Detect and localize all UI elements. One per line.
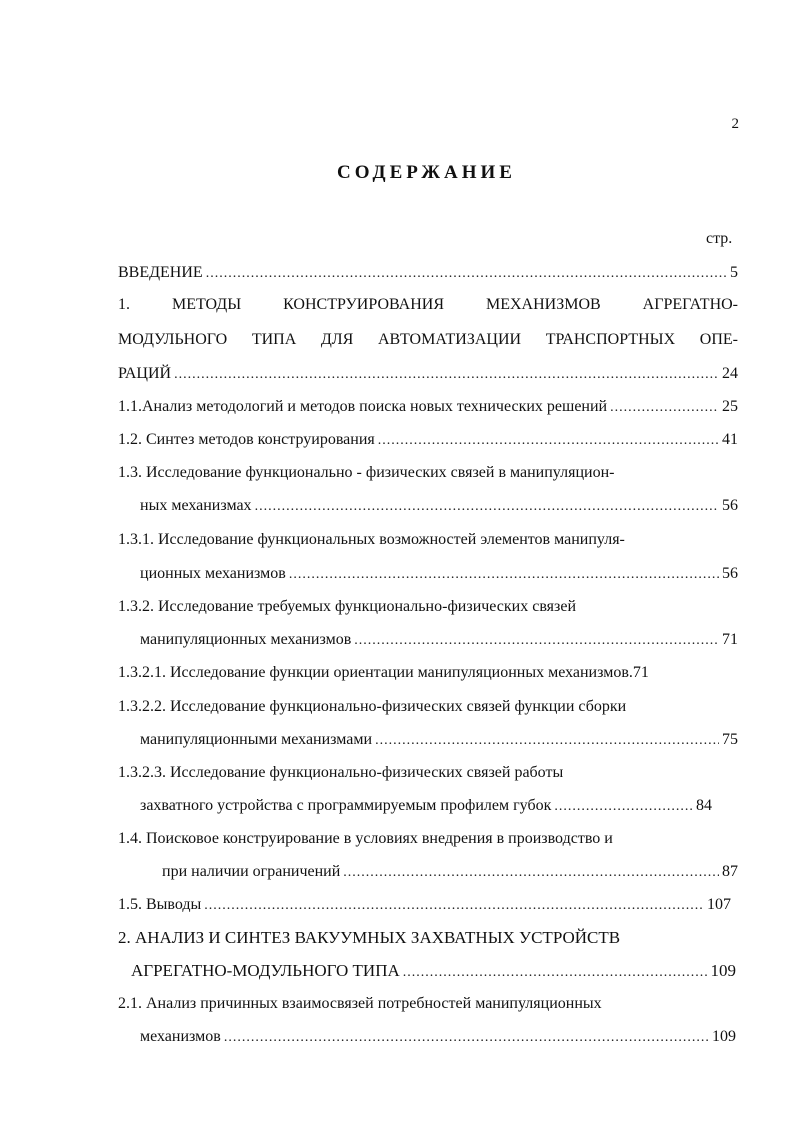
leader-dots — [378, 430, 719, 452]
toc-page: 75 — [722, 731, 738, 748]
toc-entry-1-3-1-line-2[interactable]: ционных механизмов ..... 56 — [140, 563, 738, 586]
toc-entry-1-3-2-2-line-1[interactable]: 1.3.2.2. Исследование функционально-физических связей функции сборки — [118, 698, 627, 715]
toc-page: 71 — [722, 631, 738, 648]
toc-entry-2-1-line-1[interactable]: 2.1. Анализ причинных взаимосвязей потребностей манипуляционных — [118, 995, 602, 1012]
toc-page: 84 — [696, 797, 712, 814]
toc-entry-section-1-line-3[interactable]: РАЦИЙ ..... 24 — [118, 363, 738, 386]
page-number: 2 — [731, 116, 739, 132]
toc-page: 107 — [707, 896, 731, 913]
toc-page: 109 — [712, 1028, 736, 1045]
toc-entry-1-3-1-line-1[interactable]: 1.3.1. Исследование функциональных возможностей элементов манипуля- — [118, 531, 625, 548]
leader-dots — [403, 962, 708, 984]
leader-dots — [289, 564, 719, 586]
toc-entry-1-3-line-1[interactable]: 1.3. Исследование функционально - физических связей в манипуляцион- — [118, 464, 615, 481]
leader-dots — [554, 796, 693, 818]
leader-dots — [343, 862, 719, 884]
toc-entry-1-4-line-2[interactable]: при наличии ограничений ..... 87 — [162, 861, 738, 884]
toc-entry-section-2-line-2[interactable]: АГРЕГАТНО-МОДУЛЬНОГО ТИПА ..... 109 — [131, 960, 736, 984]
toc-page: 25 — [722, 398, 738, 415]
toc-entry-1-4-line-1[interactable]: 1.4. Поисковое конструирование в условиях внедрения в производство и — [118, 830, 613, 847]
toc-entry-1-3-2-line-1[interactable]: 1.3.2. Исследование требуемых функционально-физических связей — [118, 598, 577, 615]
toc-entry-1-1[interactable]: 1.1.Анализ методологий и методов поиска новых технических решений ..... 25 — [118, 396, 738, 419]
leader-dots — [610, 397, 719, 419]
toc-page: 56 — [722, 565, 738, 582]
leader-dots — [204, 895, 704, 917]
leader-dots — [174, 364, 719, 386]
toc-entry-section-2-line-1[interactable]: 2. АНАЛИЗ И СИНТЕЗ ВАКУУМНЫХ ЗАХВАТНЫХ УСТРОЙСТВ — [118, 928, 621, 947]
toc-page: 24 — [722, 365, 738, 382]
leader-dots — [255, 496, 719, 518]
toc-page: 56 — [722, 497, 738, 514]
leader-dots — [354, 630, 719, 652]
toc-page: 87 — [722, 863, 738, 880]
toc-entry-1-5[interactable]: 1.5. Выводы ..... 107 — [118, 894, 731, 917]
page-column-label: стр. — [706, 230, 733, 247]
leader-dots — [224, 1027, 709, 1049]
toc-entry-1-2[interactable]: 1.2. Синтез методов конструирования ..... 41 — [118, 429, 738, 452]
leader-dots — [206, 263, 727, 285]
toc-entry-1-3-2-2-line-2[interactable]: манипуляционными механизмами ..... 75 — [140, 729, 738, 752]
toc-entry-section-1-line-1[interactable]: 1. МЕТОДЫ КОНСТРУИРОВАНИЯ МЕХАНИЗМОВ АГРЕГАТНО- — [118, 296, 738, 313]
page-title: СОДЕРЖАНИЕ — [337, 162, 516, 183]
toc-page: 109 — [710, 961, 736, 980]
toc-entry-1-3-2-line-2[interactable]: манипуляционных механизмов ..... 71 — [140, 629, 738, 652]
toc-page: 41 — [722, 431, 738, 448]
toc-entry-2-1-line-2[interactable]: механизмов ..... 109 — [140, 1026, 736, 1049]
toc-entry-intro[interactable]: ВВЕДЕНИЕ ..... 5 — [118, 262, 738, 285]
toc-page: 71 — [632, 664, 649, 681]
toc-entry-1-3-line-2[interactable]: ных механизмах ..... 56 — [140, 495, 738, 518]
toc-entry-1-3-2-3-line-1[interactable]: 1.3.2.3. Исследование функционально-физических связей работы — [118, 764, 564, 781]
toc-page: 5 — [730, 264, 738, 281]
toc-entry-1-3-2-1[interactable]: 1.3.2.1. Исследование функции ориентации манипуляционных механизмов. 71 — [118, 662, 738, 685]
leader-dots — [375, 730, 719, 752]
toc-entry-section-1-line-2[interactable]: МОДУЛЬНОГО ТИПА ДЛЯ АВТОМАТИЗАЦИИ ТРАНСПОРТНЫХ ОПЕ- — [118, 331, 738, 348]
toc-entry-1-3-2-3-line-2[interactable]: захватного устройства с программируемым профилем губок ..... 84 — [140, 795, 712, 818]
